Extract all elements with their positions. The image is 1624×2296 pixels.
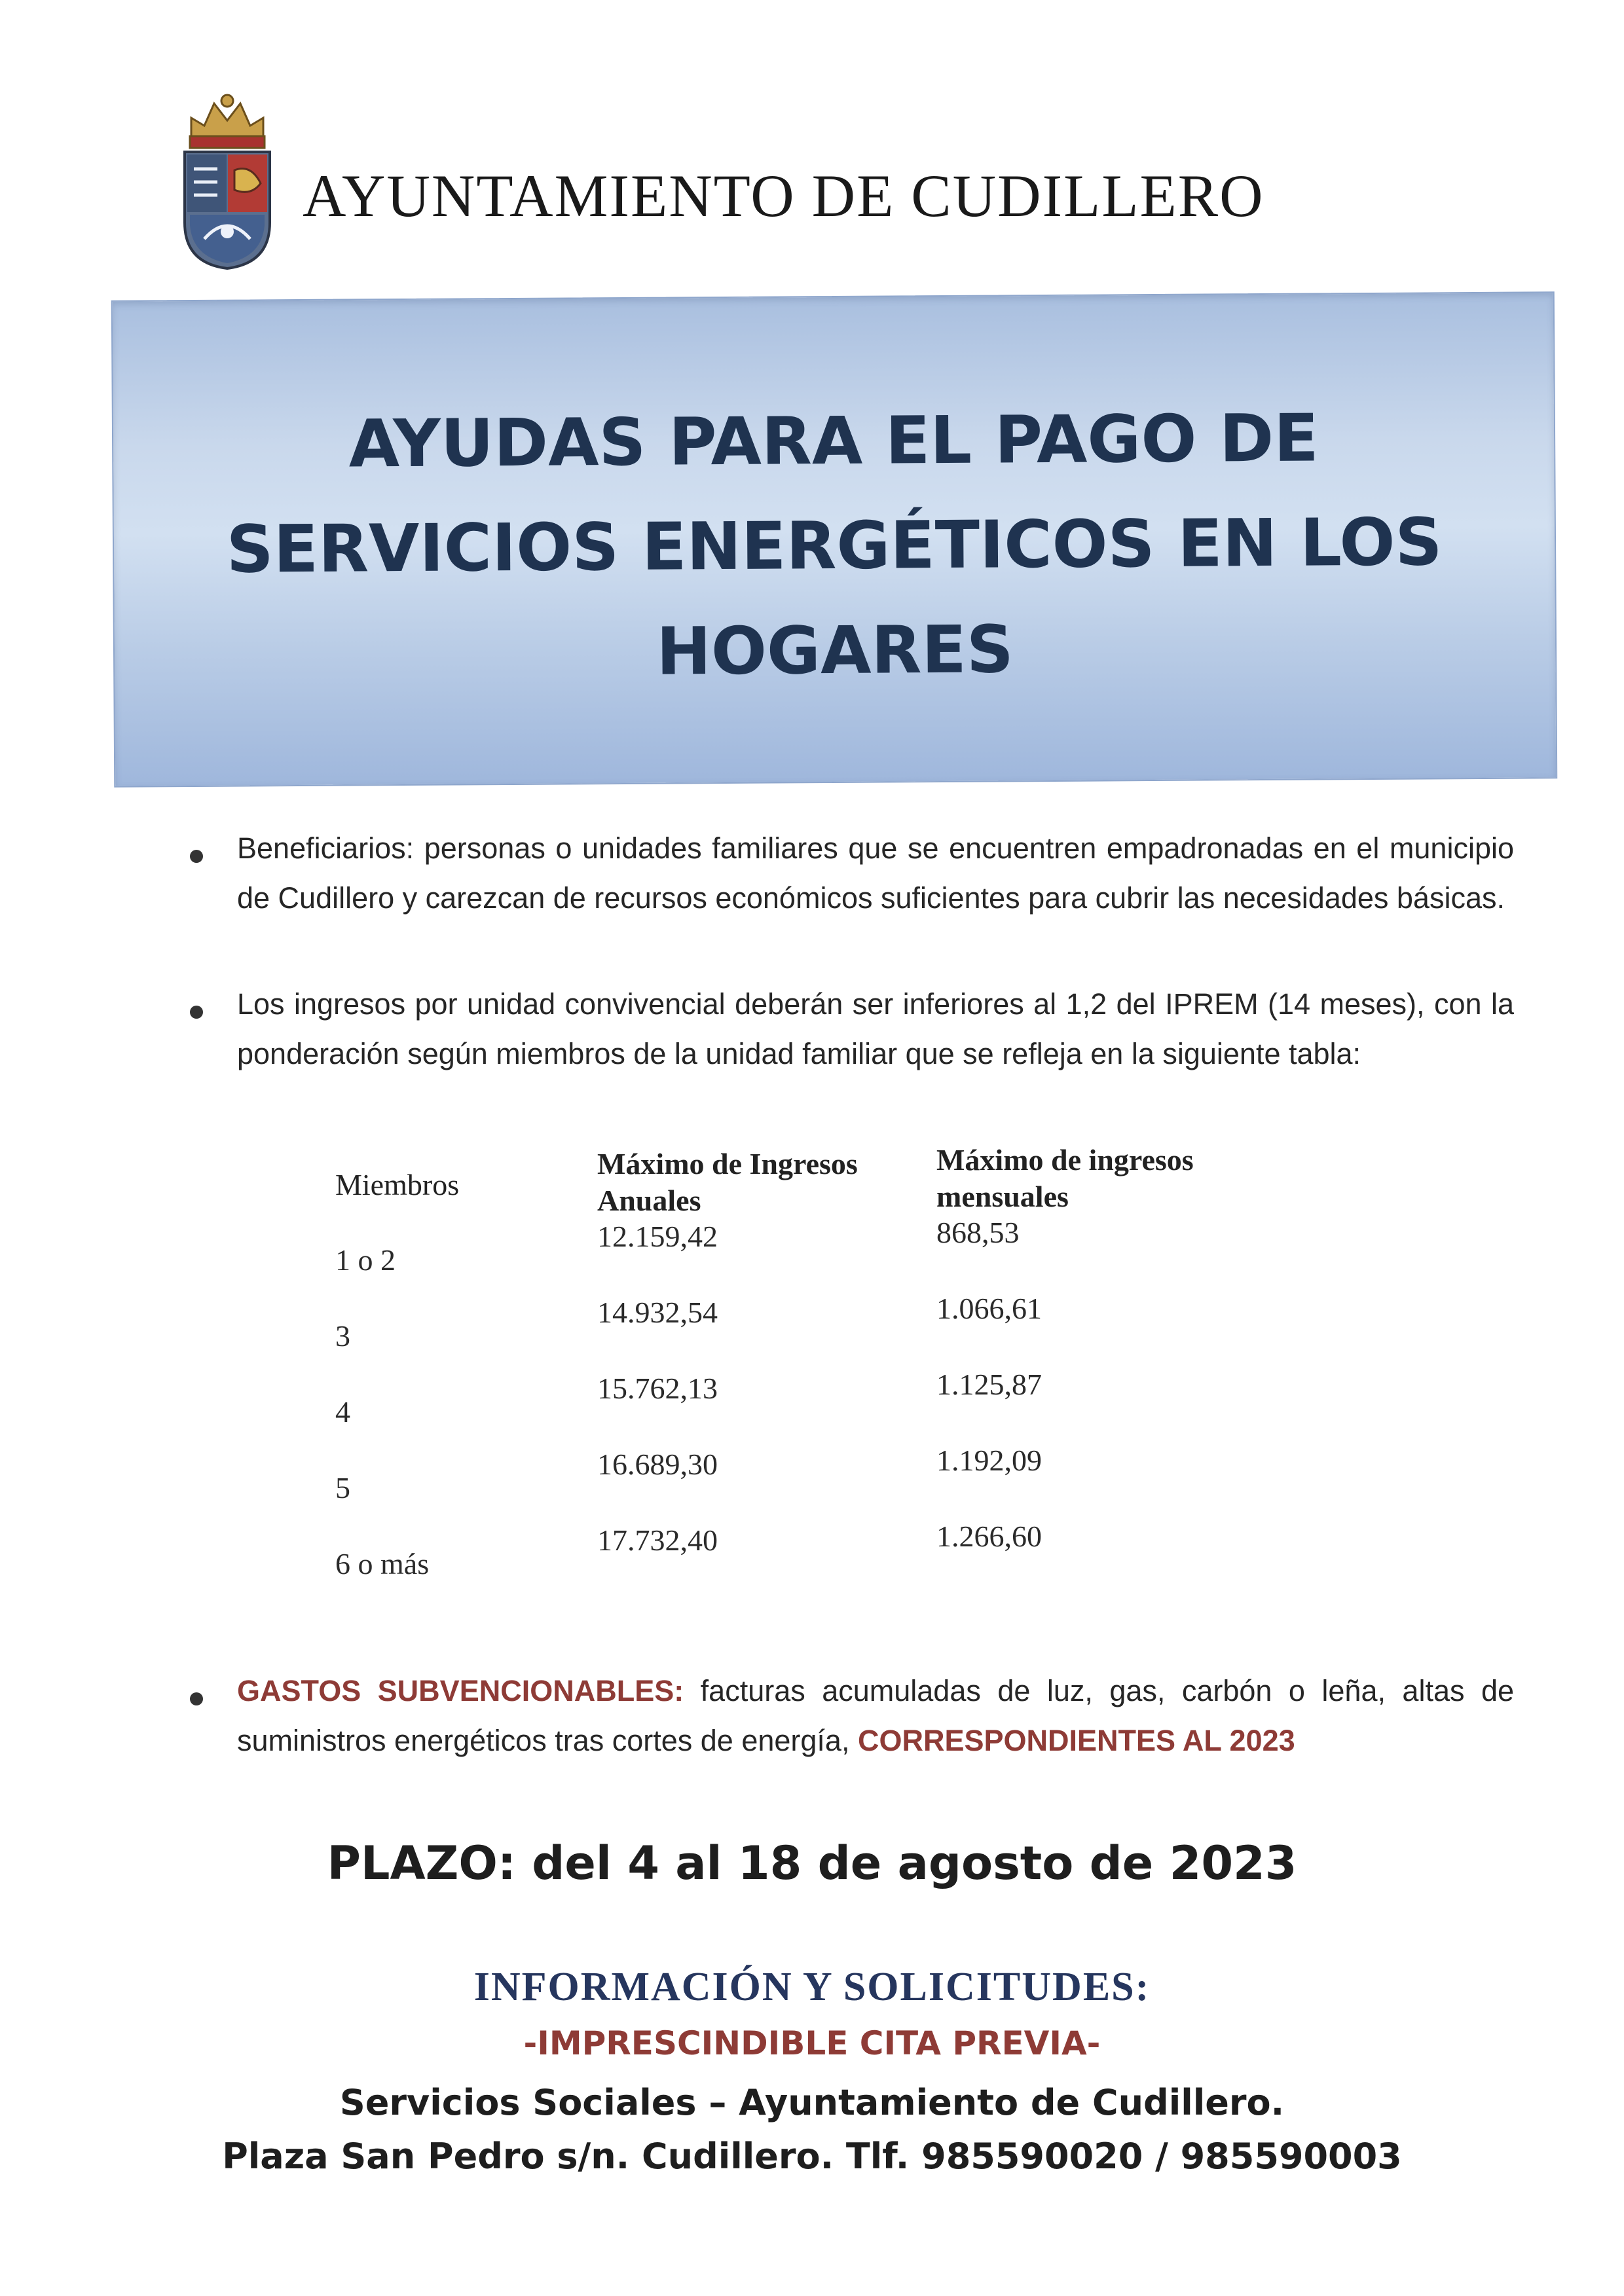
table-cell-members: 1 o 2 bbox=[335, 1243, 396, 1277]
table-header-annual: Máximo de Ingresos Anuales bbox=[597, 1147, 858, 1217]
info-title: INFORMACIÓN Y SOLICITUDES: bbox=[473, 1965, 1151, 2009]
bullet-icon bbox=[190, 850, 203, 863]
bullet-icon bbox=[190, 1692, 203, 1705]
banner-title-line: SERVICIOS ENERGÉTICOS EN LOS bbox=[226, 503, 1443, 588]
table-cell-annual: 16.689,30 bbox=[597, 1448, 718, 1481]
address-phone: Plaza San Pedro s/n. Cudillero. Tlf. 985590020 / 985590003 bbox=[222, 2136, 1402, 2177]
beneficiaries-paragraph bbox=[237, 824, 1514, 923]
table-cell-monthly: 1.192,09 bbox=[936, 1444, 1042, 1477]
bullet-icon bbox=[190, 1006, 203, 1019]
table-cell-annual: 14.932,54 bbox=[597, 1296, 718, 1329]
banner-title-line: AYUDAS PARA EL PAGO DE bbox=[348, 399, 1319, 483]
table-cell-annual: 12.159,42 bbox=[597, 1220, 718, 1253]
table-cell-members: 3 bbox=[335, 1319, 350, 1353]
table-cell-members: 6 o más bbox=[335, 1547, 430, 1580]
office-name: Servicios Sociales – Ayuntamiento de Cudillero. bbox=[339, 2082, 1285, 2123]
table-cell-members: 5 bbox=[335, 1471, 350, 1504]
table-header-members: Miembros bbox=[335, 1168, 460, 1201]
income-paragraph: Los ingresos por unidad convivencial deberán ser inferiores al 1,2 del IPREM (14 meses), con la ponderación según miembros de la unidad familiar que se refleja en la siguiente tabla: bbox=[237, 987, 1514, 1070]
expenses-paragraph bbox=[237, 1666, 1514, 1766]
expenses-text: facturas acumuladas de luz, gas, carbón o leña, altas de suministros energéticos tras cortes de energía, bbox=[237, 1674, 1515, 1757]
table-cell-monthly: 1.266,60 bbox=[936, 1520, 1042, 1553]
expenses-label: GASTOS SUBVENCIONABLES: bbox=[237, 1674, 684, 1707]
appointment-notice: -IMPRESCINDIBLE CITA PREVIA- bbox=[523, 2024, 1101, 2062]
expenses-year: CORRESPONDIENTES AL 2023 bbox=[857, 1724, 1295, 1757]
banner-title bbox=[113, 384, 1556, 707]
table-cell-monthly: 1.125,87 bbox=[936, 1368, 1042, 1401]
table-cell-members: 4 bbox=[335, 1395, 350, 1429]
beneficiaries-label: Beneficiarios: bbox=[237, 831, 415, 865]
banner-title-line: HOGARES bbox=[655, 611, 1014, 690]
deadline: PLAZO: del 4 al 18 de agosto de 2023 bbox=[327, 1836, 1297, 1890]
table-cell-monthly: 868,53 bbox=[936, 1216, 1020, 1249]
table-header-monthly: Máximo de ingresos mensuales bbox=[936, 1143, 1194, 1213]
table-cell-annual: 15.762,13 bbox=[597, 1372, 718, 1405]
title-banner bbox=[111, 291, 1558, 787]
table-cell-monthly: 1.066,61 bbox=[936, 1292, 1042, 1325]
cudillero-coat-of-arms-icon bbox=[178, 92, 276, 272]
table-cell-annual: 17.732,40 bbox=[597, 1523, 718, 1557]
beneficiaries-text: personas o unidades familiares que se encuentren empadronadas en el municipio de Cudillero y carezcan de recursos económicos suficientes para cubrir las necesidades básicas. bbox=[237, 831, 1514, 915]
organization-title: AYUNTAMIENTO DE CUDILLERO bbox=[303, 162, 1264, 229]
